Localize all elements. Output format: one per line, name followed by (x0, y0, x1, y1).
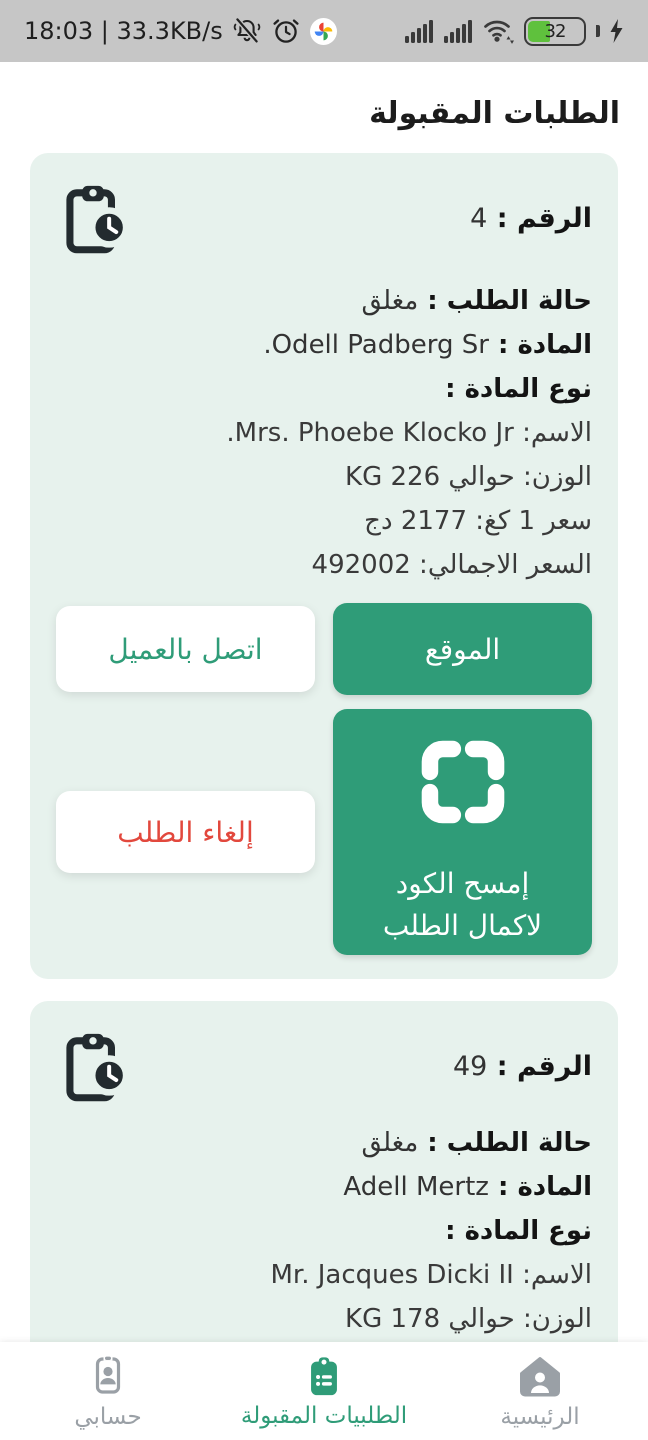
order-card-1 (30, 153, 618, 979)
call-client-button[interactable]: اتصل بالعميل (56, 606, 315, 692)
scan-label-line1: إمسح الكود (395, 867, 530, 900)
home-icon (515, 1352, 565, 1400)
total-price-line: السعر الاجمالي: 492002 (311, 550, 592, 580)
battery-nub (596, 25, 600, 37)
nav-item-account[interactable] (0, 1342, 216, 1440)
scan-label-line2: لاكمال الطلب (382, 909, 543, 942)
signal-sim2-icon (444, 19, 474, 44)
qr-scan-frame-icon (402, 721, 524, 843)
scan-code-button[interactable] (333, 709, 592, 955)
cancel-order-button[interactable]: إلغاء الطلب (56, 791, 315, 873)
card-1-fields (56, 279, 592, 587)
id-badge-icon (84, 1352, 132, 1400)
material-line: المادة : Adell Mertz (343, 1172, 592, 1202)
order-number-line: الرقم : 49 (452, 1051, 592, 1082)
nav-label-home: الرئيسية (500, 1404, 580, 1430)
weight-line: الوزن: حوالي KG 226 (345, 462, 592, 492)
weight-line: الوزن: حوالي KG 178 (345, 1304, 592, 1334)
card-2-fields (56, 1121, 592, 1341)
signal-sim1-icon (405, 19, 435, 44)
battery-percent: 32 (544, 20, 566, 42)
order-status-line: حالة الطلب : مغلق (361, 286, 592, 316)
card-1-actions (56, 603, 592, 955)
client-name-line: الاسم: Mrs. Phoebe Klocko Jr. (226, 418, 592, 448)
clipboard-clock-icon (56, 1027, 130, 1107)
nav-item-home[interactable] (432, 1342, 648, 1440)
card-1-header (56, 177, 592, 261)
clipboard-clock-icon (56, 179, 130, 259)
clipboard-list-icon (301, 1353, 347, 1399)
battery-icon (524, 17, 586, 46)
unit-price-line: سعر 1 كغ: 2177 دج (364, 506, 592, 536)
order-number-line: الرقم : 4 (470, 203, 592, 234)
status-left (24, 16, 337, 46)
google-photos-icon (310, 18, 337, 45)
wifi-icon (483, 18, 515, 44)
charging-bolt-icon (609, 19, 624, 43)
material-type-line: نوع المادة : (445, 1216, 592, 1246)
client-name-line: الاسم: Mr. Jacques Dicki II (270, 1260, 592, 1290)
nav-label-account: حسابي (74, 1404, 142, 1430)
alarm-clock-icon (271, 16, 301, 46)
status-bar (0, 0, 648, 62)
order-status-line: حالة الطلب : مغلق (361, 1128, 592, 1158)
location-button[interactable]: الموقع (333, 603, 592, 695)
nav-label-accepted-orders: الطلبيات المقبولة (240, 1403, 408, 1429)
notifications-muted-icon (232, 16, 262, 46)
bottom-nav (0, 1342, 648, 1440)
status-right (405, 17, 624, 46)
card-2-header (56, 1025, 592, 1109)
clock-and-speed-text: 18:03 | 33.3KB/s (24, 17, 223, 45)
material-line: المادة : Odell Padberg Sr. (263, 330, 592, 360)
material-type-line: نوع المادة : (445, 374, 592, 404)
nav-item-accepted-orders[interactable] (216, 1342, 432, 1440)
page-title: الطلبات المقبولة (369, 96, 620, 131)
